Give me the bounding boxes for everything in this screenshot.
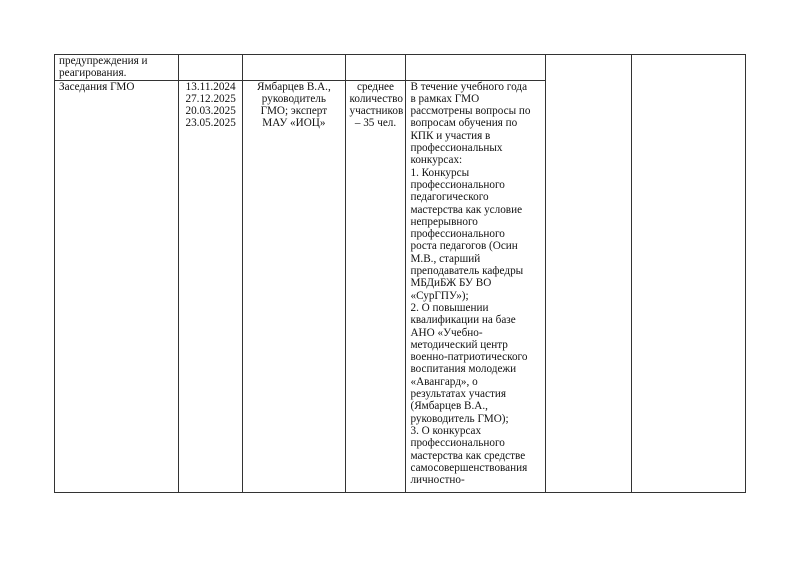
text-line: 1. Конкурсы — [410, 166, 470, 179]
date: 23.05.2025 — [185, 117, 236, 130]
text-line: самосовершенствования — [410, 461, 528, 474]
text-line: военно-патриотического — [410, 351, 528, 364]
text-line: Ямбарцев В.А., — [257, 80, 331, 93]
text-line: количество — [349, 92, 403, 105]
text-line: мастерства как средстве — [410, 449, 526, 462]
table-row-previous — [55, 55, 746, 81]
text-line: среднее — [357, 80, 394, 93]
text-line: вопросам обучения по — [410, 117, 518, 130]
text-line: М.В., старший — [410, 252, 481, 265]
text-line: воспитания молодежи — [410, 363, 517, 376]
text-line: руководитель — [261, 92, 326, 105]
text-line: профессионального — [410, 178, 505, 191]
text-line: квалификации на базе — [410, 314, 516, 327]
date: 13.11.2024 — [185, 80, 236, 93]
cell-event-previous — [55, 55, 179, 81]
text-line: профессиональных — [410, 142, 503, 155]
cell-responsible — [243, 80, 345, 492]
document-table — [54, 54, 746, 493]
text-line: роста педагогов (Осин — [410, 240, 518, 253]
cell-col7-merged — [631, 55, 745, 493]
text-line: рассмотрены вопросы по — [410, 105, 531, 118]
date: 20.03.2025 — [185, 105, 236, 118]
text-line: личностно- — [410, 474, 465, 487]
text-line: педагогического — [410, 191, 489, 204]
text-line: В течение учебного года — [410, 80, 528, 93]
text-line: (Ямбарцев В.А., — [410, 400, 488, 413]
text-line: предупреждения и — [59, 55, 148, 67]
cell-result — [406, 80, 545, 492]
text-line: – 35 чел. — [354, 117, 397, 130]
text-line: «СурГПУ»); — [410, 289, 469, 302]
text-line: результатах участия — [410, 388, 506, 401]
text-line: руководитель ГМО); — [410, 412, 509, 425]
text-line: методический центр — [410, 338, 508, 351]
text-line: 2. О повышении — [410, 301, 489, 314]
text-line: конкурсах: — [410, 154, 463, 167]
text-line: КПК и участия в — [410, 129, 491, 142]
cell-event — [55, 80, 179, 492]
text-line: АНО «Учебно- — [410, 326, 483, 339]
text-line: 3. О конкурсах — [410, 424, 482, 437]
cell-dates-previous — [179, 55, 243, 81]
text-line: профессионального — [410, 228, 505, 241]
cell-dates — [179, 80, 243, 492]
cell-participants — [345, 80, 406, 492]
event-title: Заседания ГМО — [59, 80, 135, 93]
text-line: мастерства как условие — [410, 203, 523, 216]
text-line: непрерывного — [410, 215, 478, 228]
text-line: реагирования. — [59, 67, 127, 80]
text-line: профессионального — [410, 437, 505, 450]
text-line: участников — [349, 105, 404, 118]
cell-responsible-previous — [243, 55, 345, 81]
text-line: МБДиБЖ БУ ВО — [410, 277, 492, 290]
text-line: преподаватель кафедры — [410, 265, 524, 278]
text-line: в рамках ГМО — [410, 92, 480, 105]
text-line: МАУ «ИОЦ» — [262, 117, 326, 130]
cell-result-previous — [406, 55, 545, 81]
date: 27.12.2025 — [185, 92, 236, 105]
text-line: «Авангард», о — [410, 375, 478, 388]
text-line: ГМО; эксперт — [260, 105, 328, 118]
cell-participants-previous — [345, 55, 406, 81]
cell-col6-merged — [545, 55, 631, 493]
